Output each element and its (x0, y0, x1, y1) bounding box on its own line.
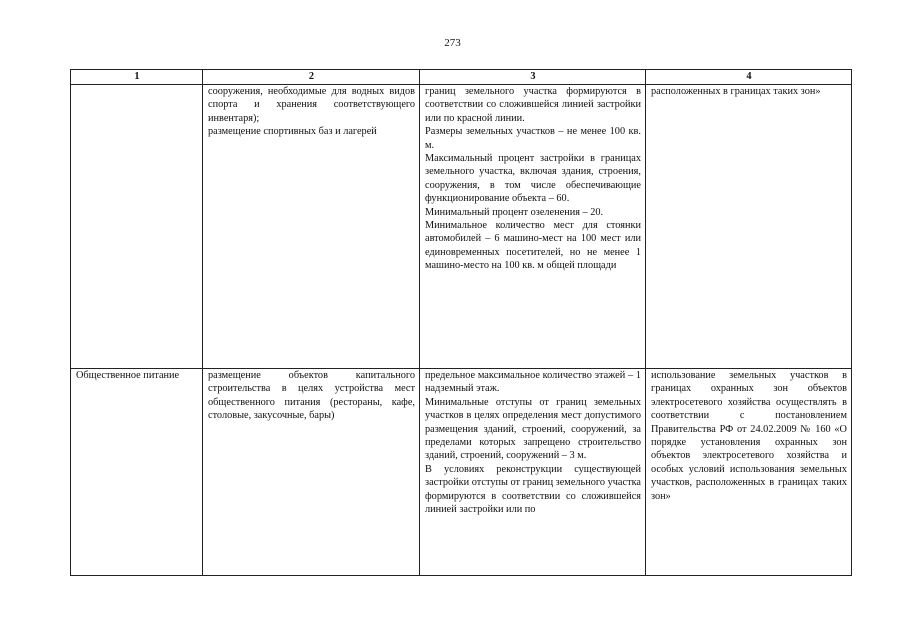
cell-paragraph: размещение спортивных баз и лагерей (208, 126, 377, 138)
table-cell-use-type (71, 369, 203, 576)
cell-content (425, 369, 641, 575)
cell-paragraph: Минимальный процент озеленения – 20. (425, 206, 604, 218)
cell-paragraph: размещение объектов капитального строительства в целях устройства мест общественного питания (рестораны, кафе, столовые, закусочные, бары) (208, 370, 415, 422)
column-header-2: 2 (203, 70, 420, 85)
cell-paragraph: Общественное питание (76, 370, 180, 381)
table-cell-parameters (420, 369, 646, 576)
column-header-3: 3 (420, 70, 646, 85)
column-header-4: 4 (646, 70, 852, 85)
cell-paragraph: границ земельного участка формируются в соответствии со сложившейся линией застройки или по красной линии. (425, 86, 641, 124)
cell-paragraph: предельное максимальное количество этажей – 1 надземный этаж. (425, 370, 641, 395)
cell-paragraph: Максимальный процент застройки в границах земельного участка, включая здания, строения, сооружения, в том числе обеспечивающие функционирование объекта – 60. (425, 153, 641, 205)
table-cell-use-description (203, 85, 420, 369)
table-cell-use-type (71, 85, 203, 369)
cell-paragraph: сооружения, необходимые для водных видов спорта и хранения соответствующего инвентаря); (208, 86, 415, 124)
cell-paragraph: Минимальное количество мест для стоянки автомобилей – 6 машино-мест на 100 мест или единовременных посетителей, но не менее 1 машино-место на 100 кв. м общей площади (425, 220, 641, 272)
table-header-row (71, 70, 852, 85)
table-row (71, 369, 852, 576)
regulations-table (70, 69, 852, 576)
column-header-1: 1 (71, 70, 203, 85)
cell-paragraph: расположенных в границах таких зон» (651, 86, 821, 97)
table-cell-restrictions (646, 85, 852, 369)
cell-paragraph: Размеры земельных участков – не менее 100 кв. м. (425, 126, 641, 151)
cell-paragraph: В условиях реконструкции существующей застройки отступы от границ земельного участка формируются в соответствии со сложившейся линией застройки или по (425, 463, 641, 516)
table-row (71, 85, 852, 369)
table-cell-parameters (420, 85, 646, 369)
cell-paragraph: использование земельных участков в границах охранных зон объектов электросетевого хозяйства осуществлять в соответствии с постановлением Правительства РФ от 24.02.2009 № 160 «О порядке установления охранных зон объектов электросетевого хозяйства и особых условий использования земельных участков, расположенных в границах таких зон» (651, 370, 847, 502)
page-number: 273 (444, 37, 461, 49)
table-cell-restrictions (646, 369, 852, 576)
cell-paragraph: Минимальные отступы от границ земельных участков в целях определения мест допустимого размещения зданий, строений, сооружений, за пределами которых запрещено строительство зданий, строений, сооружений – 3 м. (425, 396, 641, 462)
table-cell-use-description (203, 369, 420, 576)
